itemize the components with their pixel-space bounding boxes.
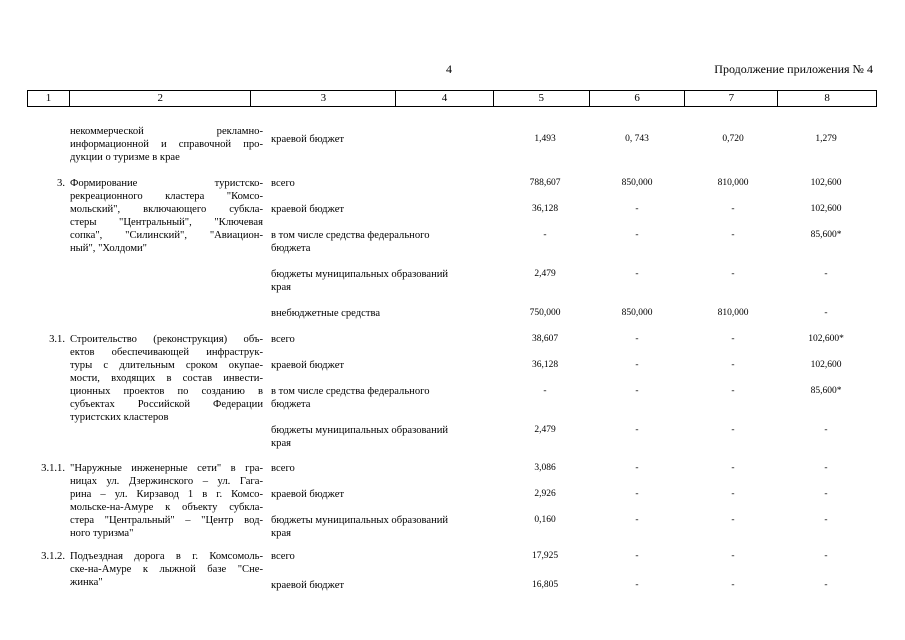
header-col-4: 4 [396,91,494,106]
value-col-5: 0,160 [534,515,556,525]
value-col-5: 3,086 [534,463,556,473]
description-line: рина – ул. Кирзавод 1 в г. Комсо- [70,489,263,500]
value-col-6: - [635,360,639,370]
value-col-7: - [731,204,735,214]
description-line: ного туризма" [70,528,134,539]
value-col-8: 85,600* [810,386,842,396]
funding-source: края [271,282,292,293]
funding-source: в том числе средства федерального [271,386,430,397]
value-col-6: - [635,551,639,561]
description-line: субъектах Российской Федерации [70,399,263,410]
description-line: туристских кластеров [70,412,169,423]
value-col-6: - [635,386,639,396]
value-col-7: - [731,580,735,590]
funding-source: бюджеты муниципальных образований [271,269,449,280]
value-col-6: - [635,204,639,214]
value-col-5: 36,128 [531,204,559,214]
value-col-6: - [635,230,639,240]
funding-source: внебюджетные средства [271,308,381,319]
header-col-8: 8 [824,92,830,104]
item-description [70,550,263,589]
value-col-6: - [635,515,639,525]
row-number: 3.1.1. [41,463,65,474]
value-col-6: 850,000 [621,308,653,318]
description-line: дукции о туризме в крае [70,152,180,163]
description-line: мости, входящих в состав инвести- [70,373,263,384]
funding-source: всего [271,551,295,562]
funding-source: краевой бюджет [271,204,345,215]
value-col-7: 810,000 [717,178,749,188]
value-col-8: 85,600* [810,230,842,240]
funding-source: всего [271,178,295,189]
value-col-7: - [731,463,735,473]
value-col-5: 2,479 [534,269,556,279]
funding-source: краевой бюджет [271,360,345,371]
item-description [70,462,263,540]
header-col-3: 3 [251,91,396,106]
description-line: некоммерческой рекламно- [70,126,263,137]
value-col-5: 788,607 [529,178,561,188]
value-col-8: - [824,551,828,561]
value-col-8: - [824,580,828,590]
description-line: ницах ул. Дзержинского – ул. Гага- [70,476,263,487]
funding-source: краевой бюджет [271,134,345,145]
value-col-8: 102,600 [810,204,842,214]
description-line: стеры "Центральный", "Ключевая [70,217,263,228]
item-description [70,125,263,164]
item-description [70,333,263,424]
row-number: 3.1. [49,334,65,345]
description-line: мольский", включающего субкла- [70,204,263,215]
description-line: Подъездная дорога в г. Комсомоль- [70,551,263,562]
funding-source: бюджета [271,243,311,254]
description-line: туры с длительным сроком окупае- [70,360,263,371]
description-line: сопка", "Силинский", "Авиацион- [70,230,263,241]
description-line: рекреационного кластера "Комсо- [70,191,263,202]
value-col-5: 1,493 [534,134,556,144]
row-number: 3. [57,178,65,189]
value-col-6: 850,000 [621,178,653,188]
value-col-5: 2,926 [534,489,556,499]
header-col-6: 6 [590,91,686,106]
value-col-5: - [543,386,547,396]
value-col-8: - [824,489,828,499]
value-col-8: - [824,269,828,279]
value-col-6: - [635,425,639,435]
value-col-7: - [731,334,735,344]
value-col-7: - [731,386,735,396]
value-col-6: - [635,269,639,279]
value-col-8: - [824,463,828,473]
value-col-7: 0,720 [722,134,744,144]
value-col-5: 2,479 [534,425,556,435]
funding-source: края [271,528,292,539]
funding-source: всего [271,463,295,474]
description-line: ектов обеспечивающей инфраструк- [70,347,263,358]
description-line: Формирование туристско- [70,178,263,189]
value-col-8: - [824,425,828,435]
funding-source: бюджеты муниципальных образований [271,515,449,526]
description-line: мольске-на-Амуре к объекту субкла- [70,502,263,513]
value-col-5: 38,607 [531,334,559,344]
description-line: ционных проектов по созданию в [70,386,263,397]
description-line: стера "Центральный" – "Центр вод- [70,515,263,526]
value-col-5: 16,805 [531,580,559,590]
value-col-8: 102,600 [810,360,842,370]
row-number: 3.1.2. [41,551,65,562]
item-description [70,177,263,255]
header-col-5: 5 [494,91,590,106]
header-col-2: 2 [70,91,252,106]
value-col-6: - [635,334,639,344]
value-col-8: 102,600* [808,334,844,344]
table-header [27,90,877,107]
description-line: Строительство (реконструкция) объ- [70,334,263,345]
value-col-7: - [731,425,735,435]
value-col-6: - [635,580,639,590]
value-col-8: 102,600 [810,178,842,188]
value-col-7: 810,000 [717,308,749,318]
page-number: 4 [446,62,452,76]
value-col-8: - [824,515,828,525]
appendix-caption: Продолжение приложения № 4 [714,62,873,76]
value-col-7: - [731,230,735,240]
header-col-7: 7 [685,91,778,106]
header-col-1: 1 [28,91,70,106]
description-line: "Наружные инженерные сети" в гра- [70,463,263,474]
funding-source: бюджета [271,399,311,410]
value-col-8: 1,279 [815,134,837,144]
value-col-8: - [824,308,828,318]
value-col-7: - [731,360,735,370]
value-col-5: 36,128 [531,360,559,370]
value-col-6: 0, 743 [625,134,649,144]
value-col-7: - [731,515,735,525]
description-line: жинка" [70,577,103,588]
value-col-5: 17,925 [531,551,559,561]
funding-source: краевой бюджет [271,489,345,500]
funding-source: краевой бюджет [271,580,345,591]
value-col-7: - [731,489,735,499]
value-col-5: 750,000 [529,308,561,318]
funding-source: бюджеты муниципальных образований [271,425,449,436]
funding-source: края [271,438,292,449]
value-col-6: - [635,463,639,473]
description-line: информационной и справочной про- [70,139,263,150]
value-col-5: - [543,230,547,240]
funding-source: в том числе средства федерального [271,230,430,241]
description-line: ске-на-Амуре к лыжной базе "Сне- [70,564,263,575]
funding-source: всего [271,334,295,345]
value-col-6: - [635,489,639,499]
value-col-7: - [731,269,735,279]
description-line: ный", "Холдоми" [70,243,148,254]
value-col-7: - [731,551,735,561]
